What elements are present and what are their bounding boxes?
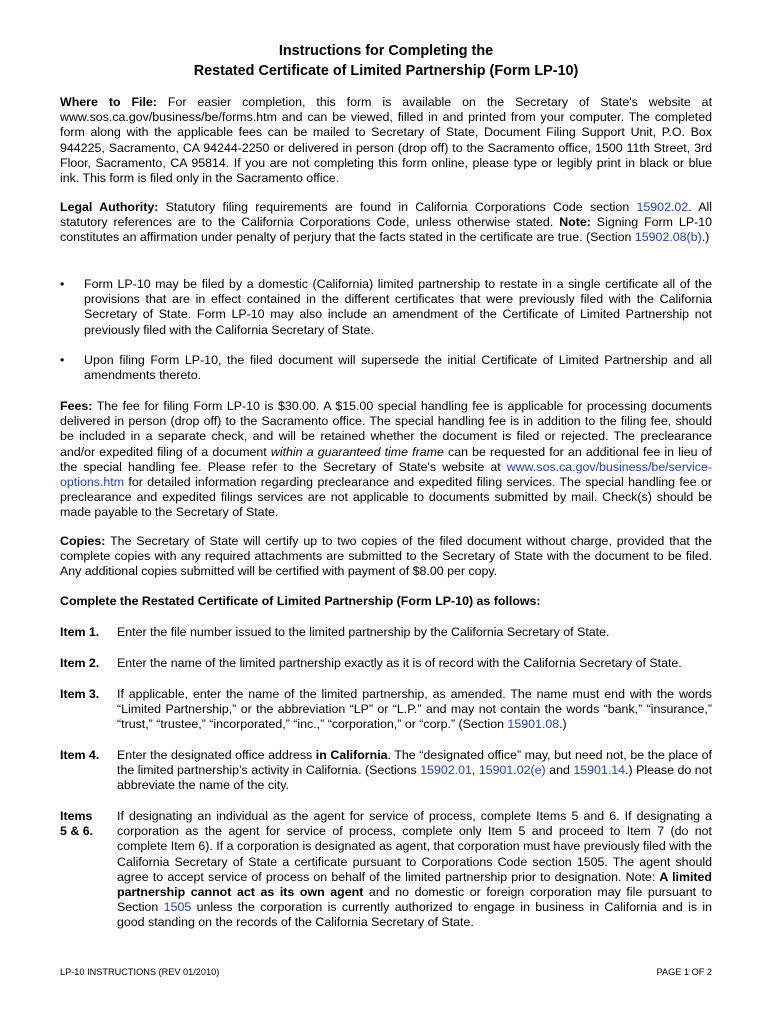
item-2-text: Enter the name of the limited partnership exactly as it is of record with the California Secretary of State.	[117, 656, 682, 670]
item-4-separator: ,	[471, 763, 479, 778]
item-1-label: Item 1.	[60, 625, 100, 639]
legal-authority-text-3: Signing Form LP-10 constitutes an affirmation under penalty of perjury that the facts stated in the certificate are true. (Section	[60, 215, 712, 245]
complete-form-heading: Complete the Restated Certificate of Limited Partnership (Form LP-10) as follows:	[60, 594, 541, 608]
legal-authority-paragraph	[60, 200, 712, 246]
section-15902-08b-link[interactable]: 15902.08(b)	[634, 230, 702, 245]
item-4-bold-text: in California	[315, 748, 388, 762]
item-3-label: Item 3.	[60, 687, 100, 701]
section-1505-link[interactable]: 1505	[163, 900, 192, 915]
footer-page-number: PAGE 1 OF 2	[656, 967, 712, 977]
item-3-text-end: .)	[559, 717, 567, 732]
item-4-text-end: .) Please do not abbreviate the name of the city.	[117, 763, 713, 793]
item-4-label: Item 4.	[60, 748, 100, 762]
where-to-file-paragraph	[60, 95, 712, 186]
copies-heading: Copies:	[60, 534, 106, 548]
bullet-dot-icon: •	[60, 353, 65, 367]
where-to-file-heading: Where to File:	[60, 95, 157, 109]
fees-text-3: for detailed information regarding preclearance and expedited filing services. The special handling fee or preclearance and expedited filings services are not applicable to documents submitted by mail. Check(s) should be made payable to the Secretary of State.	[60, 475, 712, 520]
item-2-label: Item 2.	[60, 656, 100, 670]
where-to-file-text: For easier completion, this form is available on the Secretary of State's website at www.sos.ca.gov/business/be/forms.htm and can be viewed, filled in and printed from your computer. The completed form along with the applicable fees can be mailed to Secretary of State, Document Filing Support Unit, P.O. Box 944225, Sacramento, CA 94244-2250 or delivered in person (drop off) to the Sacramento office, 1500 11th Street, 3rd Floor, Sacramento, CA 95814. If you are not completing this form online, please type or legibly print in black or blue ink. This form is filed only in the Sacramento office.	[60, 95, 713, 186]
section-15902-02-link[interactable]: 15902.02	[636, 200, 689, 214]
items-5-6-text-part-2: and no domestic or foreign corporation may file pursuant to Section	[117, 885, 713, 915]
item-1-text: Enter the file number issued to the limited partnership by the California Secretary of State.	[117, 625, 610, 639]
item-4-separator-2: and	[545, 763, 574, 778]
fees-paragraph	[60, 399, 712, 521]
service-options-link[interactable]: www.sos.ca.gov/business/be/service-options.htm	[60, 459, 712, 490]
items-5-6-text-part: If designating an individual as the agent for service of process, complete Items 5 and 6. If designating a corporation as the agent for service of process, complete only Item 5 and proceed to Item 7 (do not complete Item 6). If a corporation is designated as agent, that corporation must have previously filed with the California Secretary of State a certificate pursuant to Corporations Code section 1505. The agent should agree to accept service of process on behalf of the limited partnership prior to designation. Note:	[117, 809, 712, 884]
fees-italic-text: within a guaranteed time frame	[270, 444, 444, 459]
legal-authority-text-2: . All statutory references are to the California Corporations Code, unless otherwise stated.	[60, 200, 712, 230]
section-15901-14-link[interactable]: 15901.14	[573, 763, 626, 778]
items-5-6-label	[60, 809, 116, 839]
bullet-text: Form LP-10 may be filed by a domestic (California) limited partnership to restate in a single certificate all of the provisions that are in effect contained in the different certificates that were previously filed with the California Secretary of State. Form LP-10 may also include an amendment of the Certificate of Limited Partnership not previously filed with the California Secretary of State.	[84, 277, 712, 337]
items-5-6-text	[117, 809, 712, 931]
section-15901-08-link[interactable]: 15901.08	[507, 717, 560, 732]
item-3-text-part: If applicable, enter the name of the limited partnership, as amended. The name must end with the words “Limited Partnership,” or the abbreviation “LP” or “L.P.” and may not contain the words “bank,” “insurance,” “trust,” “trustee,” “incorporated,” “inc.,” “corporation,” or “corp.” (Section	[117, 687, 712, 732]
legal-authority-text-4: .)	[701, 230, 710, 245]
item-4-text-part-2: . The “designated office” may, but need not, be the place of the limited partnership’s activity in California. (Sections	[117, 748, 712, 778]
fees-text-2: can be requested for an additional fee in lieu of the special handling fee. Please refer to the Secretary of State's website at	[60, 444, 712, 474]
item-3-text	[117, 687, 712, 733]
items-5-6-text-end: unless the corporation is currently authorized to engage in business in California and is in good standing on the records of the California Secretary of State.	[117, 900, 713, 930]
page-title-line2: Restated Certificate of Limited Partnership (Form LP-10)	[193, 63, 579, 79]
copies-paragraph	[60, 534, 712, 580]
section-15901-02e-link[interactable]: 15901.02(e)	[478, 763, 546, 778]
fees-heading: Fees:	[60, 399, 93, 413]
copies-text: The Secretary of State will certify up to two copies of the filed document without charge, provided that the complete copies with any required attachments are submitted to the Secretary of State with the document to be filed. Any additional copies submitted will be certified with payment of $8.00 per copy.	[60, 534, 712, 579]
section-15902-01-link[interactable]: 15902.01	[420, 763, 472, 778]
items-5-6-bold-text: A limited partnership cannot act as its own agent	[117, 869, 712, 900]
legal-authority-text: Statutory filing requirements are found in California Corporations Code section	[158, 200, 637, 214]
footer-form-revision: LP-10 INSTRUCTIONS (REV 01/2010)	[60, 967, 220, 977]
legal-authority-heading: Legal Authority:	[60, 200, 159, 214]
items-5-6-label-line1: Items	[60, 809, 93, 823]
page-title-line1: Instructions for Completing the	[278, 43, 494, 59]
fees-text: The fee for filing Form LP-10 is $30.00. A $15.00 special handling fee is applicable for processing documents delivered in person (drop off) to the Sacramento office. The special handling fee is in addition to the filing fee, should be included in a separate check, and will be retained whether the document is filed or rejected. The preclearance and/or expedited filing of a document	[60, 399, 712, 459]
items-5-6-label-line2: 5 & 6.	[60, 824, 94, 839]
note-label: Note:	[559, 215, 591, 230]
bullet-text: Upon filing Form LP-10, the filed document will supersede the initial Certificate of Limited Partnership and all amendments thereto.	[84, 353, 712, 383]
item-4-text-part: Enter the designated office address	[117, 748, 316, 762]
item-4-text	[117, 748, 712, 794]
bullet-dot-icon: •	[60, 277, 65, 291]
